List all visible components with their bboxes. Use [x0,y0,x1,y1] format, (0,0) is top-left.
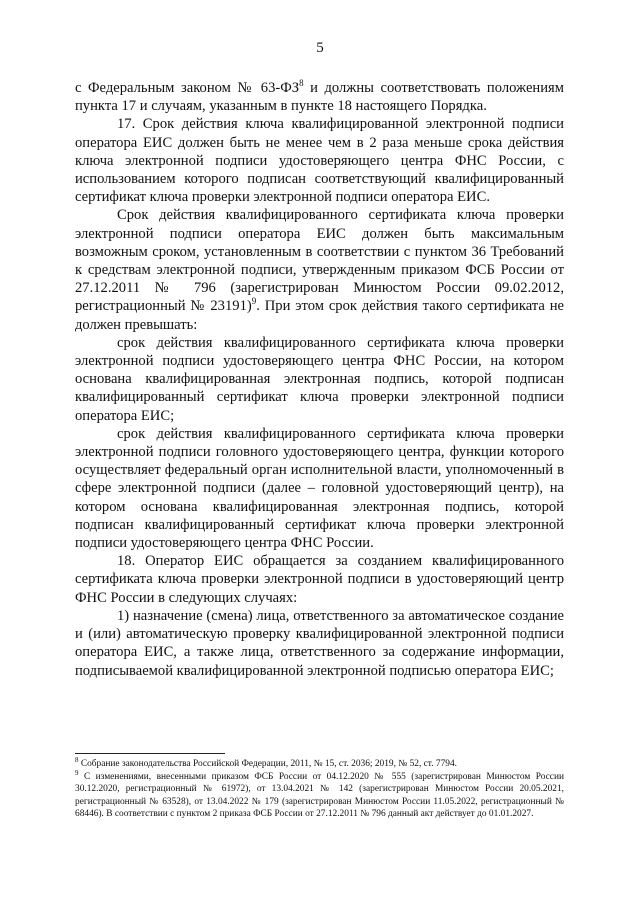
paragraph-text: и должны соответствовать положениям пункта 17 и случаям, указанным в пункте 18 настоящего Порядка. [75,80,564,115]
footnote-ref: 9 [251,296,257,307]
page-number: 5 [316,40,324,56]
footnote-number: 9 [75,768,79,777]
footnote-9 [75,768,564,821]
paragraph-text: с Федеральным законом № 63-ФЗ [75,80,300,96]
paragraph-text: . При этом срок действия такого сертификата не должен превышать: [75,298,564,333]
paragraph-term-limit-2: срок действия квалифицированного сертификата ключа проверки электронной подписи головного удостоверяющего центра, функции которого осуществляет федеральный орган исполнительной власти, уполномоченный в сфере электронной подписи (далее – головной удостоверяющий центр), на котором основана квалифицированная электронная подпись, которой подписан квалифицированный сертификат ключа проверки электронной подписи удостоверяющего центра ФНС России. [75,425,564,552]
footnote-separator [75,753,225,754]
footnotes [75,758,564,821]
paragraph-18: 18. Оператор ЕИС обращается за созданием квалифицированного сертификата ключа проверки электронной подписи в удостоверяющий центр ФНС России в следующих случаях: [75,553,564,606]
paragraph-text: Срок действия квалифицированного сертификата ключа проверки электронной подписи оператора ЕИС должен быть максимальным возможным сроком, установленным в соответствии с пунктом 36 Требований к средствам электронной подписи, утвержденным приказом ФСБ России от 27.12.2011 № 796 (зарегистрирован Минюстом России 09.02.2012, регистрационный № 23191) [75,207,564,315]
paragraph-18-item-1: 1) назначение (смена) лица, ответственного за автоматическое создание и (или) автоматическую проверку квалифицированной электронной подписи оператора ЕИС, а также лица, ответственного за содержание информации, подписываемой квалифицированной электронной подписью оператора ЕИС; [75,607,564,679]
footnote-number: 8 [75,756,79,764]
paragraph-term-limit-1: срок действия квалифицированного сертификата ключа проверки электронной подписи удостоверяющего центра ФНС России, на котором основана квалифицированная электронная подпись, которой подписан квалифицированный сертификат ключа проверки электронной подписи оператора ЕИС; [75,334,564,424]
footnote-text: С изменениями, внесенными приказом ФСБ России от 04.12.2020 № 555 (зарегистрирован Минюстом России 30.12.2020, регистрационный № 61972), от 13.04.2021 № 142 (зарегистрирован Минюстом России 20.05.2021, регистрационный № 63528), от 13.04.2022 № 179 (зарегистрирован Минюстом России 11.05.2022, регистрационный № 68446). В соответствии с пунктом 2 приказа ФСБ России от 27.12.2011 № 796 данный акт действует до 01.01.2027. [75,771,564,820]
paragraph-17: 17. Срок действия ключа квалифицированной электронной подписи оператора ЕИС должен быть не менее чем в 2 раза меньше срока действия ключа электронной подписи удостоверяющего центра ФНС России, с использованием которого подписан соответствующий квалифицированный сертификат ключа проверки электронной подписи оператора ЕИС. [75,116,564,206]
paragraph-continuation [75,79,564,115]
footnote-text: Собрание законодательства Российской Федерации, 2011, № 15, ст. 2036; 2019, № 52, ст. 7794. [78,759,457,769]
footnote-8 [75,758,564,771]
footnote-ref: 8 [299,78,304,88]
paragraph-certificate-term [75,206,564,333]
document-body [75,79,564,680]
